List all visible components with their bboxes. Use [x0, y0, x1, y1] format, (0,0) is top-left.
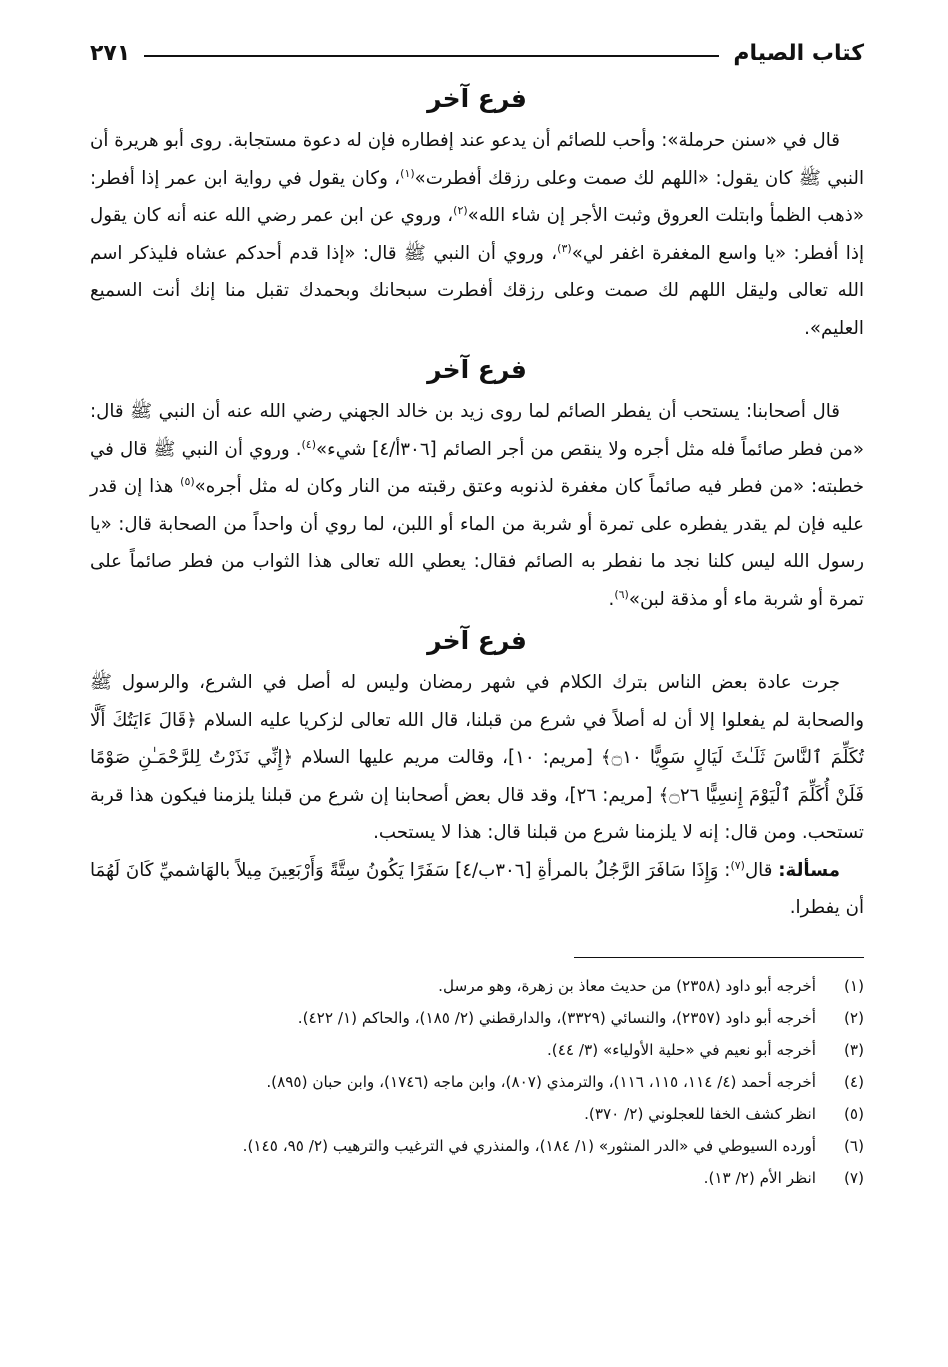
footnote-text: انظر الأم (٢/ ١٣). [703, 1168, 816, 1187]
text-run: ، وروي عن ابن عمر رضي الله عنه أنه كان يقول إذا أفطر: «يا واسع المغفرة اغفر لي» [90, 205, 864, 264]
footnote-number: (٧) [843, 1168, 864, 1187]
section-heading: فرع آخر [427, 355, 527, 384]
footnote-number: (٤) [843, 1072, 864, 1091]
footnote [90, 1098, 864, 1130]
text-run: . وروي أن النبي ﷺ قال في خطبته: «من فطر فيه صائماً كان مغفرة لذنوبه وعتق رقبته من النار وكان له مثل أجره» [90, 438, 865, 497]
text-run: قال أصحابنا: يستحب أن يفطر الصائم لما روى زيد بن خالد الجهني رضي الله عنه أن النبي ﷺ قال: «من فطر صائماً فله مثل أجره ولا ينقص من أجر الصائم [٣٠٦أ/٤] شيء» [90, 401, 864, 460]
paragraph [90, 664, 864, 852]
footnote-ref[interactable]: (١) [400, 166, 415, 180]
section-heading: فرع آخر [427, 84, 527, 113]
footnote [90, 1002, 864, 1034]
footnote-divider [574, 957, 864, 958]
footnote-text: انظر كشف الخفا للعجلوني (٢/ ٣٧٠). [584, 1104, 816, 1123]
text-run: : وَإِذَا سَافَرَ الرَّجُلُ بالمرأةِ [٣٠٦ب/٤] سَفَرًا يَكُونُ سِتَّةً وَأَرْبَعِينَ مِيلاً بالهَاشميِّ كَانَ لَهُمَا أن يفطرا. [90, 859, 864, 918]
footnote-number: (١) [843, 976, 864, 995]
footnote-text: أخرجه أحمد (٤/ ١١٤، ١١٥، ١١٦)، والترمذي (٨٠٧)، وابن ماجه (١٧٤٦)، وابن حبان (٨٩٥). [266, 1072, 816, 1091]
footnote-text: أخرجه أبو داود (٢٣٥٧)، والنسائي (٣٣٢٩)، والدارقطني (٢/ ١٨٥)، والحاكم (١/ ٤٢٢). [297, 1008, 816, 1027]
footnote [90, 1130, 864, 1162]
footnotes [90, 970, 864, 1194]
header-rule [144, 55, 719, 57]
paragraph [90, 393, 864, 618]
running-header [90, 30, 864, 66]
text-run: ، وكان يقول في رواية ابن عمر إذا أفطر: «ذهب الظمأ وابتلت العروق وثبت الأجر إن شاء الله» [90, 167, 864, 226]
text-run: هذا إن قدر عليه فإن لم يقدر يفطره على تمرة أو شربة من الماء أو اللبن، لما روي أن واحداً من الصحابة قال: «يا رسول الله ليس كلنا نجد ما نفطر به الصائم فقال: يعطي الله تعالى هذا الثواب من فطر صائماً على تمرة أو شربة ماء أو مذقة لبن» [90, 476, 864, 610]
footnote-number: (٦) [843, 1136, 864, 1155]
text-run: قال [744, 859, 779, 881]
footnote-text: أورده السيوطي في «الدر المنثور» (١/ ١٨٤)، والمنذري في الترغيب والترهيب (٢/ ٩٥، ١٤٥). [242, 1136, 816, 1155]
footnote-ref[interactable]: (٢) [453, 203, 468, 217]
footnote [90, 1066, 864, 1098]
page-number: ٢٧١ [90, 41, 131, 66]
text-run: ، وروي أن النبي ﷺ قال: «إذا قدم أحدكم عشاه فليذكر اسم الله تعالى وليقل اللهم لك صمت وعلى رزقك أفطرت سبحانك وبحمدك تقبل منا إنك أنت السميع العليم». [90, 242, 864, 339]
text-run: . [608, 588, 615, 610]
footnote-text: أخرجه أبو نعيم في «حلية الأولياء» (٣/ ٤٤). [546, 1040, 816, 1059]
book-title: كتاب الصيام [733, 41, 864, 66]
body-text [90, 76, 864, 927]
masala-paragraph [90, 852, 864, 927]
footnote-number: (٣) [843, 1040, 864, 1059]
section-heading: فرع آخر [427, 626, 527, 655]
footnote-ref[interactable]: (٦) [614, 587, 629, 601]
footnote-text: أخرجه أبو داود (٢٣٥٨) من حديث معاذ بن زهرة، وهو مرسل. [438, 976, 816, 995]
footnote [90, 1034, 864, 1066]
footnote-ref[interactable]: (٧) [730, 858, 745, 872]
footnote-ref[interactable]: (٥) [180, 474, 195, 488]
text-run: قال في «سنن حرملة»: وأحب للصائم أن يدعو عند إفطاره فإن له دعوة مستجابة. روى أبو هريرة أن النبي ﷺ كان يقول: «اللهم لك صمت وعلى رزقك أفطرت» [90, 130, 865, 189]
paragraph [90, 122, 864, 347]
text-run: جرت عادة بعض الناس بترك الكلام في شهر رمضان وليس له أصل في الشرع، والرسول ﷺ والصحابة لم يفعلوا إلا أن له أصلاً في شرع من قبلنا، قال الله تعالى لزكريا عليه السلام ﴿قَالَ ءَايَتُكَ أَلَّا تُكَلِّمَ ٱلنَّاسَ ثَلَـٰثَ لَيَالٍ سَوِيًّا ۝١٠﴾ [مريم: ١٠]، وقالت مريم عليها السلام ﴿إِنِّي نَذَرْتُ لِلرَّحْمَـٰنِ صَوْمًا فَلَنْ أُكَلِّمَ ٱلْيَوْمَ إِنسِيًّا ۝٢٦﴾ [مريم: ٢٦]، وقد قال بعض أصحابنا إن شرع من قبلنا يلزمنا فيكون هذا قربة تستحب. ومن قال: إنه لا يلزمنا شرع من قبلنا قال: هذا لا يستحب. [90, 672, 864, 843]
footnote-number: (٢) [843, 1008, 864, 1027]
footnote [90, 1162, 864, 1194]
masala-label: مسألة: [778, 859, 841, 881]
footnote-ref[interactable]: (٤) [301, 437, 317, 451]
footnote-number: (٥) [843, 1104, 864, 1123]
footnote-ref[interactable]: (٣) [557, 241, 572, 255]
footnote [90, 970, 864, 1002]
